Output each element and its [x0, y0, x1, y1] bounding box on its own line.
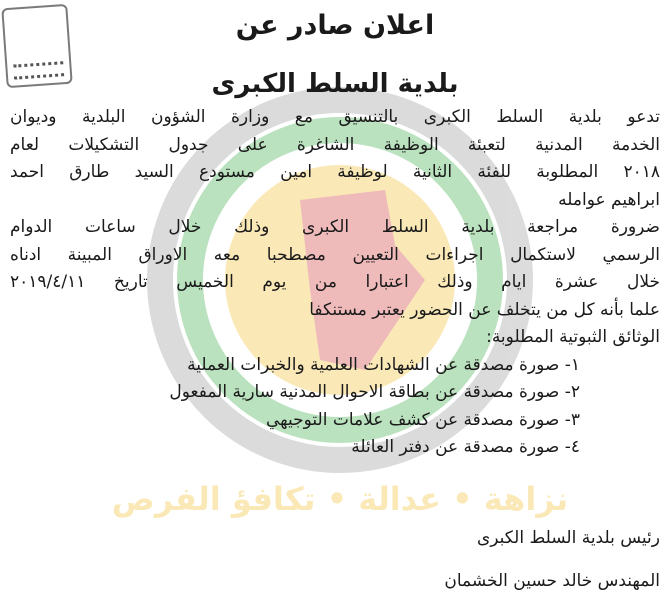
watermark-motto: نزاهة • عدالة • تكافؤ الفرص — [111, 480, 569, 518]
body-line: ضرورة مراجعة بلدية السلط الكبرى وذلك خلال ساعات الدوام — [10, 217, 660, 237]
organization-name: بلدية السلط الكبرى — [211, 69, 459, 99]
document-item: ٤- صورة مصدقة عن دفتر العائلة — [351, 437, 580, 457]
body-line: الخدمة المدنية لتعبئة الوظيفة الشاغرة على جدول التشكيلات لعام — [10, 134, 660, 155]
body-line: ابراهيم عوامله — [558, 189, 660, 210]
page-title: اعلان صادر عن — [235, 10, 435, 41]
body-line: علما بأنه كل من يتخلف عن الحضور يعتبر مستنكفا — [309, 299, 660, 320]
signature-role: رئيس بلدية السلط الكبرى — [476, 528, 660, 548]
body-line: ٢٠١٨ المطلوبة للفئة الثانية لوظيفة امين مستودع السيد طارق احمد — [10, 162, 660, 182]
document-item: ٢- صورة مصدقة عن بطاقة الاحوال المدنية سارية المفعول — [169, 382, 580, 402]
announcement-body — [10, 104, 660, 462]
signature-name: المهندس خالد حسين الخشمان — [444, 571, 660, 591]
body-line: تدعو بلدية السلط الكبرى بالتنسيق مع وزارة الشؤون البلدية وديوان — [10, 107, 660, 127]
body-line: الرسمي لاستكمال اجراءات التعيين مصطحبا معه الاوراق المبينة ادناه — [10, 244, 660, 265]
body-line: خلال عشرة ايام وذلك اعتبارا من يوم الخميس تاريخ ٢٠١٩/٤/١١ — [10, 272, 660, 292]
document-item: ٣- صورة مصدقة عن كشف علامات التوجيهي — [265, 409, 580, 430]
document-item: ١- صورة مصدقة عن الشهادات العلمية والخبرات العملية — [187, 354, 580, 375]
required-documents-heading: الوثائق الثبوتية المطلوبة: — [486, 327, 660, 347]
